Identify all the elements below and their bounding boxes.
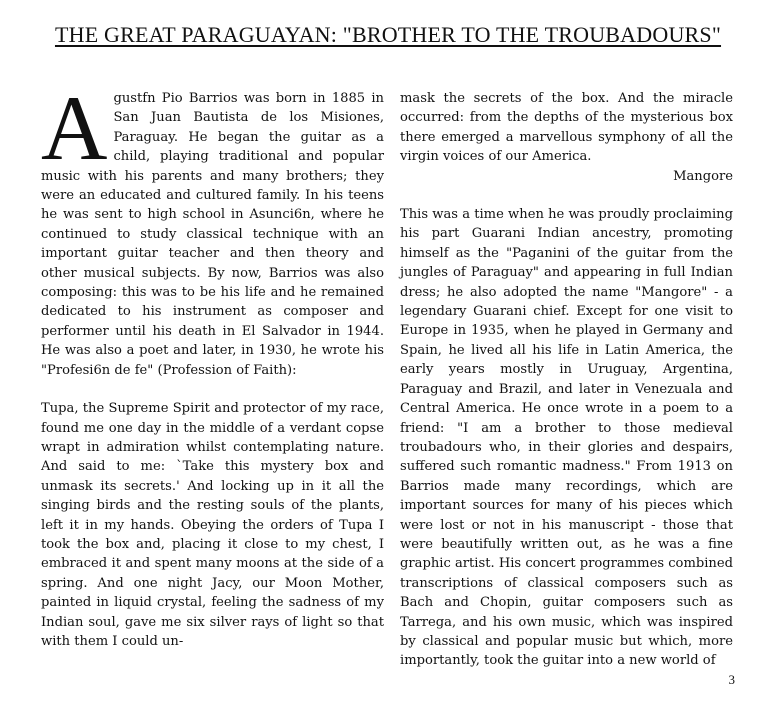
poem-paragraph: Tupa, the Supreme Spirit and protector of my race, found me one day in the middle of a verdant copse wrapt in admiration whilst contemplating nature. And said to me: `Take this mystery box and unmask its secrets.' And locking up in it all the singing birds and the resting souls of the plants, left it in my hands. Obeying the orders of Tupa I took the box and, placing it close to my chest, I embraced it and spent many moons at the side of a spring. And one night Jacy, our Moon Mother, painted in liquid crystal, feeling the sadness of my Indian soul, gave me six silver rays of light so that with them I could un- (41, 401, 384, 649)
left-column (41, 77, 384, 651)
biography-paragraph (41, 77, 384, 380)
drop-cap: A (41, 77, 108, 179)
body-paragraph: This was a time when he was proudly proclaiming his part Guarani Indian ancestry, promoting himself as the "Paganini of the guitar from the jungles of Paraguay" and appearing in full Indian dress; he also adopted the name "Mangore" - a legendary Guarani chief. Except for one visit to Europe in 1935, when he played in Germany and Spain, he lived all his life in Latin America, the early years mostly in Uruguay, Argentina, Paraguay and Brazil, and later in Venezuala and Central America. He once wrote in a poem to a friend: "I am a brother to those medieval troubadours who, in their glories and despairs, suffered such romantic madness." From 1913 on Barrios made many recordings, which are important sources for many of his pieces which were lost or not in his manuscript - those that were beautifully written out, as he was a fine graphic artist. His concert programmes combined transcriptions of classical composers such as Bach and Chopin, guitar composers such as Tarrega, and his own music, which was inspired by classical and popular music but which, more importantly, took the guitar into a new world of (400, 207, 733, 669)
poem-continuation: mask the secrets of the box. And the miracle occurred: from the depths of the mysterious box there emerged a marvellous symphony of all the virgin voices of our America. (400, 91, 733, 165)
poem-signature: Mangore (673, 168, 733, 184)
page-title: THE GREAT PARAGUAYAN: "BROTHER TO THE TROUBADOURS" (54, 22, 722, 47)
biography-text: gustfn Pio Barrios was born in 1885 in San Juan Bautista de los Misiones, Paraguay. He began the guitar as a child, playing traditional and popular music with his parents and many brothers; they were an educated and cultured family. In his teens he was sent to high school in Asunci6n, where he continued to study classical technique with an important guitar teacher and then theory and other musical subjects. By now, Barrios was also composing: this was to be his life and he remained dedicated to his instrument as composer and performer until his death in El Salvador in 1944. He was also a poet and later, in 1930, he wrote his "Profesi6n de fe" (Profession of Faith): (41, 91, 384, 378)
right-column (400, 89, 733, 671)
page-number: 3 (728, 672, 735, 687)
